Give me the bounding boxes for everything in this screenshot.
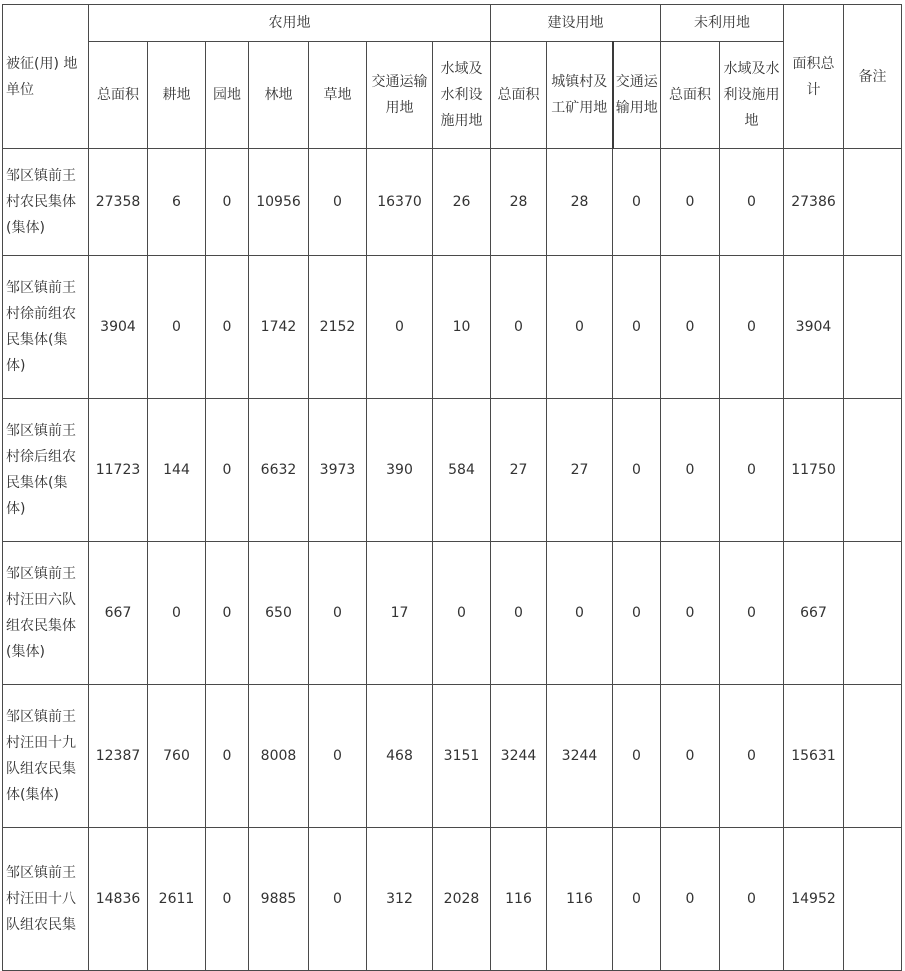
cell-unused-water: 0 (720, 256, 784, 399)
cell-grass: 0 (309, 542, 367, 685)
cell-constr-total: 3244 (491, 685, 547, 828)
header-forest: 林地 (249, 42, 309, 149)
cell-traffic: 468 (367, 685, 433, 828)
cell-constr-traffic: 0 (613, 399, 661, 542)
cell-traffic: 390 (367, 399, 433, 542)
cell-note (844, 399, 902, 542)
header-constr-total: 总面积 (491, 42, 547, 149)
cell-unused-total: 0 (661, 542, 720, 685)
cell-unit: 邹区镇前王村徐前组农民集体(集体) (3, 256, 89, 399)
cell-grass: 0 (309, 685, 367, 828)
cell-town-mine: 116 (547, 828, 613, 971)
cell-constr-traffic: 0 (613, 685, 661, 828)
cell-unused-water: 0 (720, 149, 784, 256)
cell-constr-traffic: 0 (613, 542, 661, 685)
cell-traffic: 16370 (367, 149, 433, 256)
cell-unit: 邹区镇前王村农民集体(集体) (3, 149, 89, 256)
cell-area-total: 3904 (784, 256, 844, 399)
table-row (3, 685, 902, 828)
header-town-mine: 城镇村及工矿用地 (547, 42, 613, 149)
cell-note (844, 828, 902, 971)
cell-arable: 760 (148, 685, 206, 828)
cell-unit: 邹区镇前王村徐后组农民集体(集体) (3, 399, 89, 542)
cell-town-mine: 0 (547, 542, 613, 685)
cell-forest: 1742 (249, 256, 309, 399)
cell-unit: 邹区镇前王村汪田六队组农民集体(集体) (3, 542, 89, 685)
cell-unused-total: 0 (661, 685, 720, 828)
cell-arable: 0 (148, 542, 206, 685)
header-water: 水域及水利设施用地 (433, 42, 491, 149)
cell-garden: 0 (206, 542, 249, 685)
cell-area-total: 27386 (784, 149, 844, 256)
header-garden: 园地 (206, 42, 249, 149)
header-arable: 耕地 (148, 42, 206, 149)
table-row (3, 828, 902, 971)
header-note: 备注 (844, 5, 902, 149)
cell-area-total: 667 (784, 542, 844, 685)
cell-unused-water: 0 (720, 399, 784, 542)
header-unused-land: 未利用地 (661, 5, 784, 42)
cell-traffic: 312 (367, 828, 433, 971)
cell-grass: 2152 (309, 256, 367, 399)
cell-constr-traffic: 0 (613, 256, 661, 399)
cell-agri-total: 11723 (89, 399, 148, 542)
header-traffic: 交通运输用地 (367, 42, 433, 149)
cell-note (844, 149, 902, 256)
cell-grass: 0 (309, 828, 367, 971)
cell-town-mine: 28 (547, 149, 613, 256)
cell-arable: 2611 (148, 828, 206, 971)
land-acquisition-table-container (2, 4, 902, 971)
table-row (3, 399, 902, 542)
cell-water: 2028 (433, 828, 491, 971)
cell-traffic: 0 (367, 256, 433, 399)
cell-constr-total: 0 (491, 542, 547, 685)
cell-town-mine: 0 (547, 256, 613, 399)
cell-town-mine: 3244 (547, 685, 613, 828)
cell-constr-traffic: 0 (613, 828, 661, 971)
cell-unit: 邹区镇前王村汪田十八队组农民集 (3, 828, 89, 971)
cell-arable: 0 (148, 256, 206, 399)
cell-water: 26 (433, 149, 491, 256)
cell-unused-total: 0 (661, 399, 720, 542)
cell-unused-water: 0 (720, 685, 784, 828)
cell-water: 0 (433, 542, 491, 685)
header-area-total: 面积总计 (784, 5, 844, 149)
cell-unused-water: 0 (720, 828, 784, 971)
cell-constr-traffic: 0 (613, 149, 661, 256)
table-row (3, 542, 902, 685)
cell-agri-total: 12387 (89, 685, 148, 828)
cell-garden: 0 (206, 399, 249, 542)
cell-unused-total: 0 (661, 828, 720, 971)
cell-agri-total: 14836 (89, 828, 148, 971)
header-unused-total: 总面积 (661, 42, 720, 149)
cell-constr-total: 0 (491, 256, 547, 399)
header-agri-total: 总面积 (89, 42, 148, 149)
cell-traffic: 17 (367, 542, 433, 685)
cell-agri-total: 3904 (89, 256, 148, 399)
header-grass: 草地 (309, 42, 367, 149)
cell-constr-total: 27 (491, 399, 547, 542)
cell-constr-total: 116 (491, 828, 547, 971)
header-unused-water: 水域及水利设施用地 (720, 42, 784, 149)
header-agri-land: 农用地 (89, 5, 491, 42)
cell-area-total: 14952 (784, 828, 844, 971)
cell-note (844, 256, 902, 399)
cell-water: 10 (433, 256, 491, 399)
cell-garden: 0 (206, 828, 249, 971)
header-unit: 被征(用) 地单位 (3, 5, 89, 149)
cell-unused-water: 0 (720, 542, 784, 685)
cell-grass: 0 (309, 149, 367, 256)
cell-garden: 0 (206, 685, 249, 828)
header-row-sub (3, 42, 902, 149)
cell-water: 3151 (433, 685, 491, 828)
cell-water: 584 (433, 399, 491, 542)
cell-note (844, 542, 902, 685)
cell-garden: 0 (206, 256, 249, 399)
cell-forest: 10956 (249, 149, 309, 256)
cell-unused-total: 0 (661, 149, 720, 256)
cell-area-total: 15631 (784, 685, 844, 828)
land-acquisition-table (2, 4, 902, 971)
cell-arable: 144 (148, 399, 206, 542)
cell-area-total: 11750 (784, 399, 844, 542)
cell-forest: 8008 (249, 685, 309, 828)
header-construction-land: 建设用地 (491, 5, 661, 42)
cell-forest: 6632 (249, 399, 309, 542)
cell-agri-total: 27358 (89, 149, 148, 256)
cell-forest: 650 (249, 542, 309, 685)
cell-constr-total: 28 (491, 149, 547, 256)
cell-forest: 9885 (249, 828, 309, 971)
cell-grass: 3973 (309, 399, 367, 542)
cell-arable: 6 (148, 149, 206, 256)
cell-note (844, 685, 902, 828)
cell-garden: 0 (206, 149, 249, 256)
header-row-groups (3, 5, 902, 42)
cell-town-mine: 27 (547, 399, 613, 542)
table-row (3, 256, 902, 399)
cell-unit: 邹区镇前王村汪田十九队组农民集体(集体) (3, 685, 89, 828)
header-constr-traffic: 交通运输用地 (613, 42, 661, 149)
table-row (3, 149, 902, 256)
cell-agri-total: 667 (89, 542, 148, 685)
cell-unused-total: 0 (661, 256, 720, 399)
